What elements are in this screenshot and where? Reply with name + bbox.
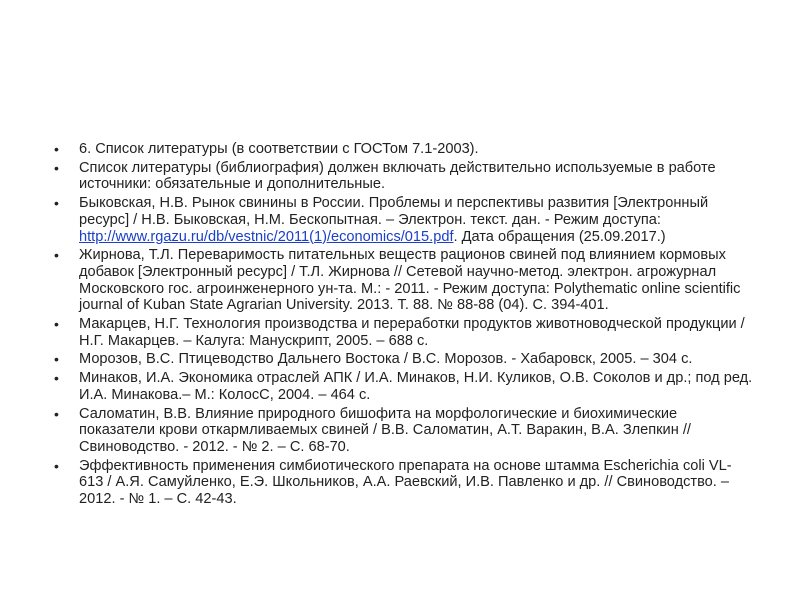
list-item: [54, 370, 754, 403]
bullet-icon: •: [54, 351, 59, 368]
reference-link[interactable]: http://www.rgazu.ru/db/vestnic/2011(1)/economics/015.pdf: [79, 228, 454, 245]
list-item: [54, 247, 754, 314]
list-item: [54, 351, 754, 368]
bullet-icon: •: [54, 195, 59, 212]
list-item-text: Саломатин, В.В. Влияние природного бишофита на морфологические и биохимические показатели крови откармливаемых свиней / В.В. Саломатин, А.Т. Варакин, В.А. Злепкин // Свиноводство. - 2012. - № 2. – С. 68-70.: [79, 405, 691, 455]
list-item-text: Морозов, В.С. Птицеводство Дальнего Востока / В.С. Морозов. - Хабаровск, 2005. – 304 с.: [79, 351, 693, 368]
bullet-icon: •: [54, 247, 59, 264]
list-item-text-after-link: . Дата обращения (25.09.2017.): [453, 228, 666, 245]
list-item-text: Быковская, Н.В. Рынок свинины в России. Проблемы и перспективы развития [Электронный ресурс] / Н.В. Быковская, Н.М. Бескопытная. – Электрон. текст. дан. - Режим доступа:: [79, 195, 709, 228]
bullet-icon: •: [54, 316, 59, 333]
reference-list: [54, 141, 754, 508]
list-item-text: Список литературы (библиография) должен включать действительно используемые в работе источники: обязательные и дополнительные.: [79, 159, 716, 193]
bullet-icon: •: [54, 141, 59, 157]
list-item: [54, 141, 754, 158]
bullet-icon: •: [54, 370, 59, 387]
bullet-icon: •: [54, 457, 59, 474]
bullet-icon: •: [54, 405, 59, 422]
list-item-text: Жирнова, Т.Л. Переваримость питательных веществ рационов свиней под влиянием кормовых добавок [Электронный ресурс] / Т.Л. Жирнова // Сетевой научно-метод. электрон. агрожурнал Московского гос. агроинженерного ун-та. М.: - 2011. - Режим доступа: Polythematic online scientific journal of Kuban State Agrarian University. 2013. Т. 88. № 88-88 (04). С. 394-401.: [79, 247, 741, 314]
list-item: [54, 458, 754, 508]
list-item-text: Минаков, И.А. Экономика отраслей АПК / И.А. Минаков, Н.И. Куликов, О.В. Соколов и др.; под ред. И.А. Минакова.– М.: КолосС, 2004. – 464 с.: [79, 370, 753, 403]
list-item: [54, 316, 754, 349]
slide-body: [54, 141, 754, 510]
list-item: [54, 195, 754, 245]
list-item-text: Макарцев, Н.Г. Технология производства и переработки продуктов животноводческой продукции / Н.Г. Макарцев. – Калуга: Манускрипт, 2005. – 688 с.: [79, 316, 745, 349]
bullet-icon: •: [54, 159, 59, 176]
list-item-text: Эффективность применения симбиотического препарата на основе штамма Escherichia coli VL-613 / А.Я. Самуйленко, Е.Э. Школьников, А.А. Раевский, И.В. Павленко и др. // Свиноводство. – 2012. - № 1. – С. 42-43.: [79, 457, 732, 508]
list-item-text: 6. Список литературы (в соответствии с ГОСТом 7.1-2003).: [79, 141, 479, 157]
list-item: [54, 406, 754, 456]
list-item: [54, 160, 754, 193]
